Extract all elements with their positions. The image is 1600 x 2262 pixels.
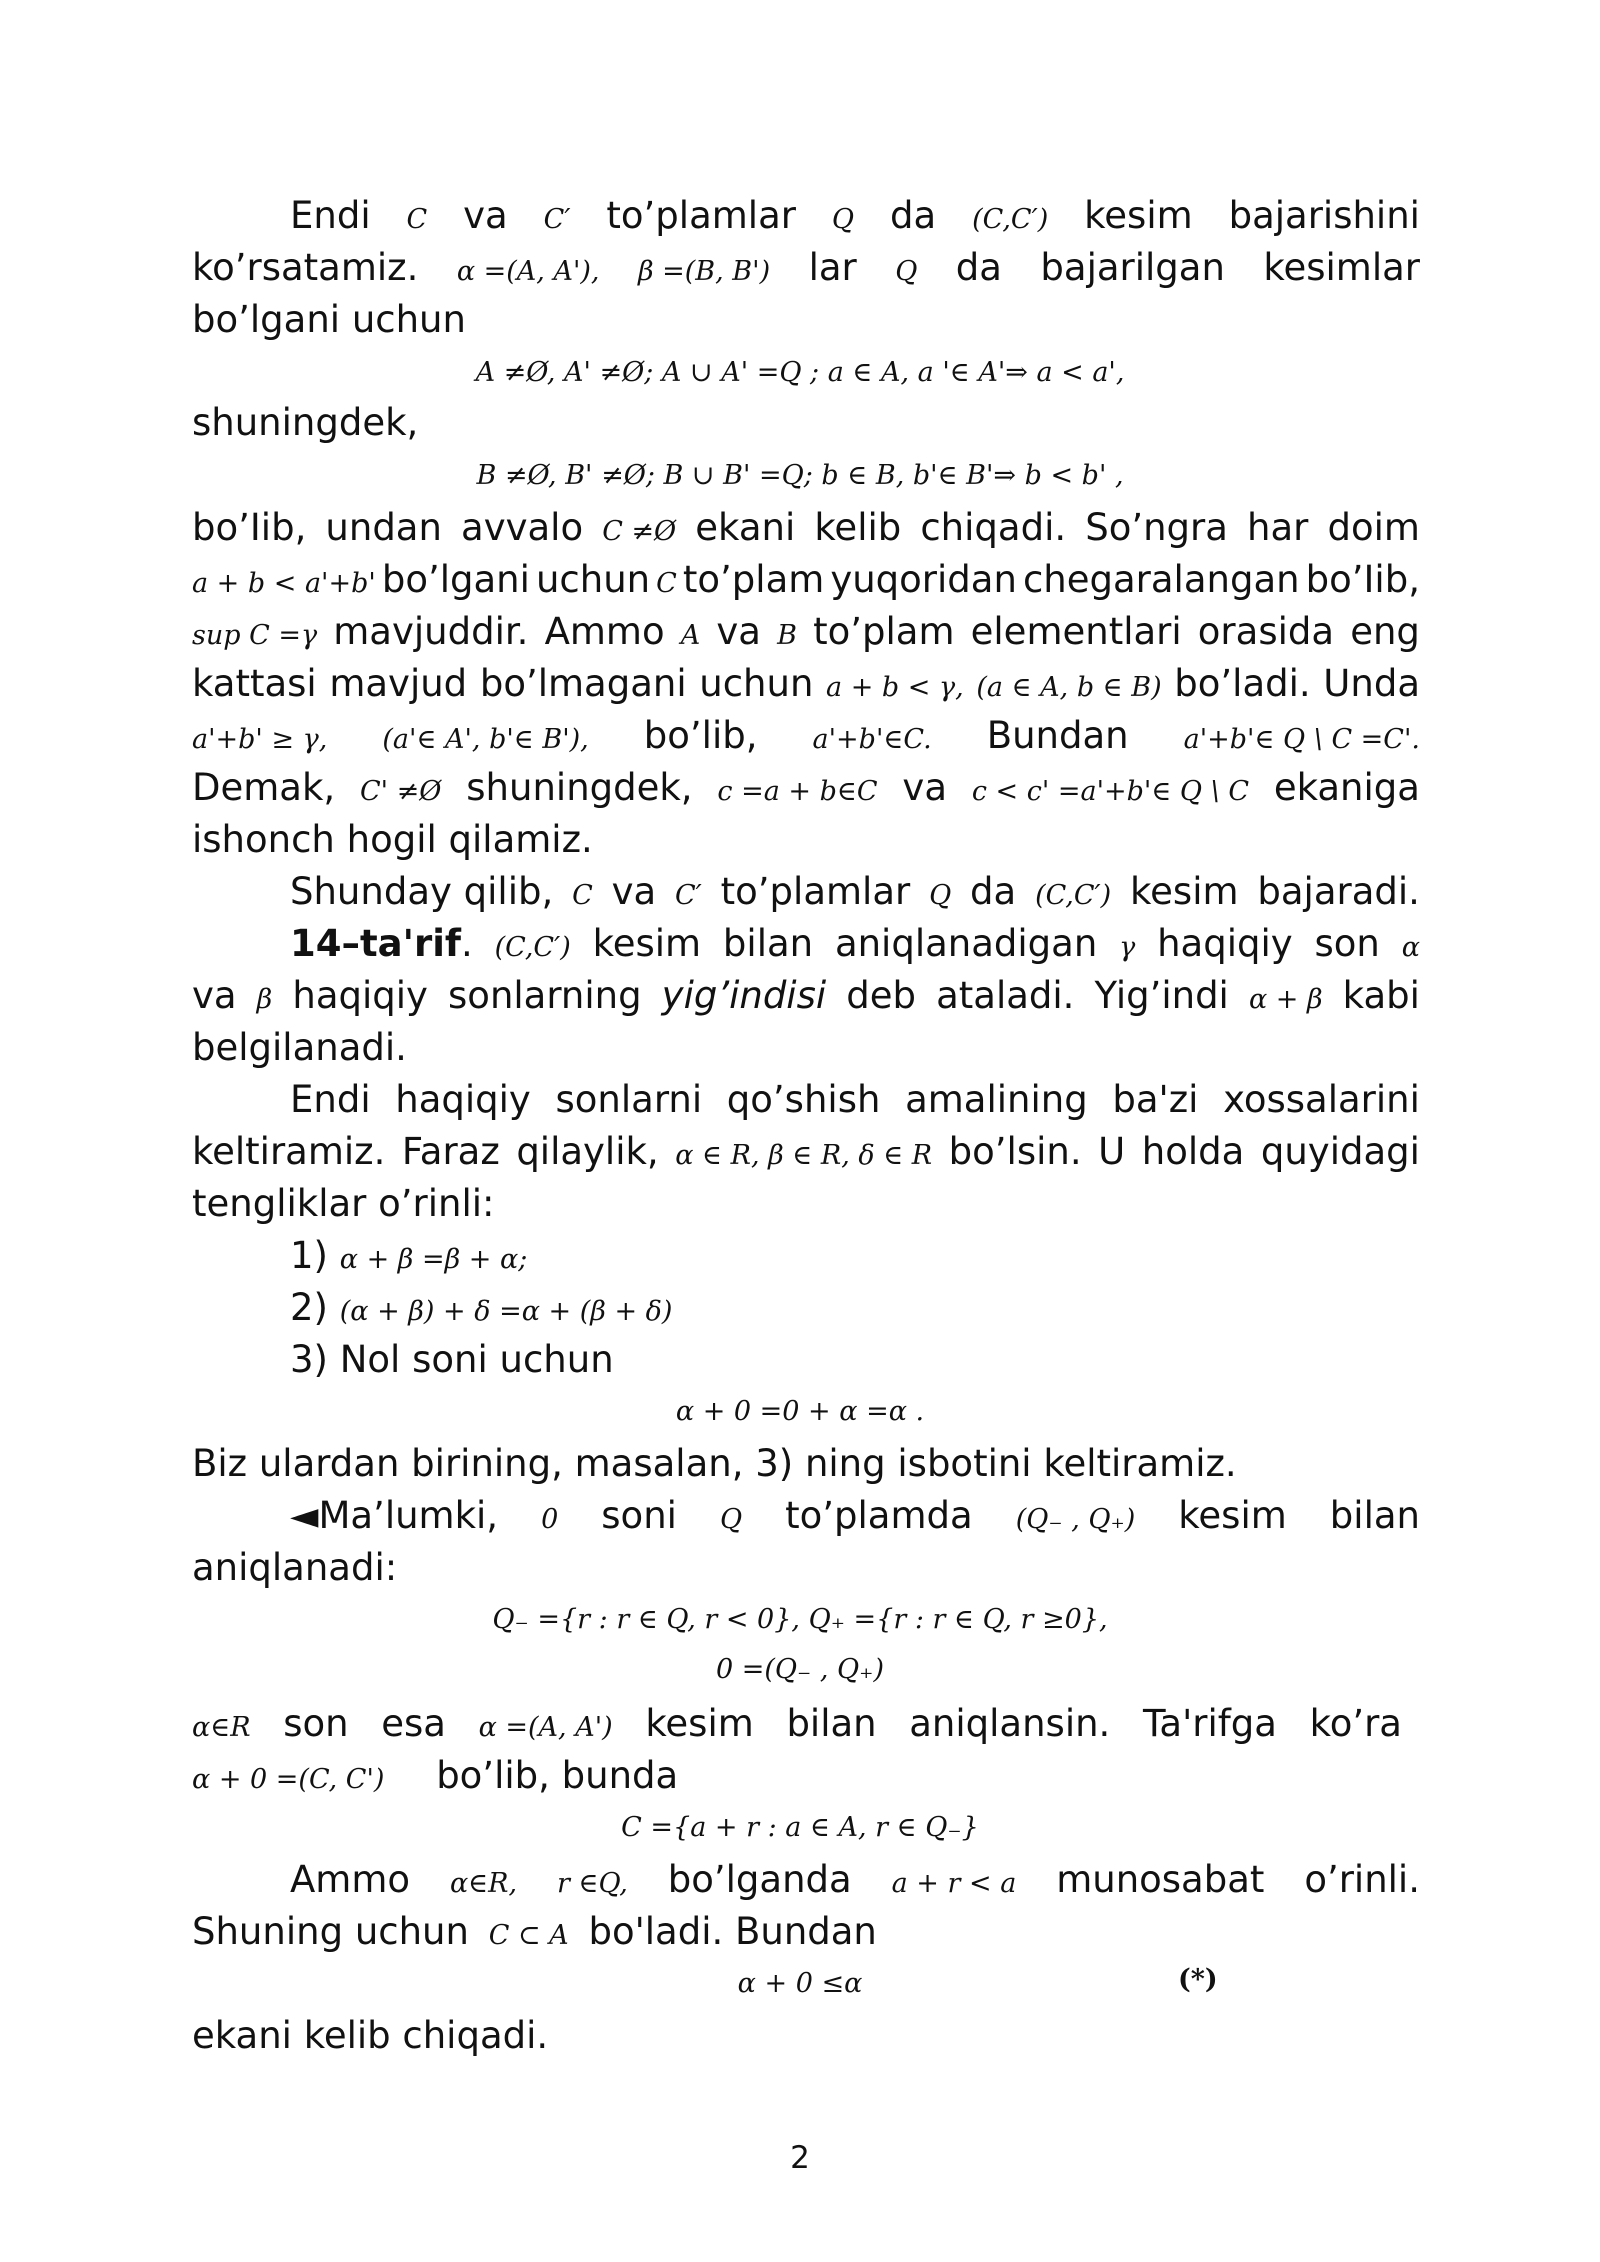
formula: C ={a + r : a ∈ A, r ∈ Q₋} [621, 1812, 979, 1843]
text-line: α∈R son esa α =(A, A') kesim bilan aniqlansin. Ta'rifga ko’ra [192, 1702, 1402, 1745]
text-line: ko’rsatamiz. α =(A, A'), β =(B, B') lar Q da bajarilgan kesimlar [192, 246, 1420, 289]
list-item: 3) Nol soni uchun [290, 1338, 614, 1381]
text-line: Shunday qilib, C va C′ to’plamlar Q da (C,C′) kesim bajaradi. [290, 870, 1420, 913]
formula: α + 0 =0 + α =α . [675, 1396, 925, 1427]
text-line: ◄Ma’lumki, 0 soni Q to’plamda (Q₋ , Q₊) kesim bilan [290, 1494, 1420, 1537]
text-line: bo’Iib, undan avvalo C ≠Ø ekani kelib chiqadi. So’ngra har doim [192, 506, 1420, 549]
formula: B ≠Ø, B' ≠Ø; B ∪ B' =Q; b ∈ B, b'∈ B'⇒ b < b' , [476, 460, 1124, 491]
text-line: kattasi mavjud bo’lmagani uchun a + b < γ, (a ∈ A, b ∈ B) bo’ladi. Unda [192, 662, 1420, 705]
text-line: ekani kelib chiqadi. [192, 2014, 549, 2057]
text-line: ishonch hogil qilamiz. [192, 818, 593, 861]
text-line: a'+b' ≥ γ, (a'∈ A', b'∈ B'), bo’lib, a'+b'∈C. Bundan a'+b'∈ Q \ C =C'. [192, 714, 1420, 757]
formula: Q₋ ={r : r ∈ Q, r < 0}, Q₊ ={r : r ∈ Q, r ≥0}, [492, 1604, 1108, 1635]
text-line: α + 0 =(C, C') bo’lib, bunda [192, 1754, 679, 1797]
text-line: tengliklar o’rinli: [192, 1182, 495, 1225]
page-number: 2 [790, 2140, 810, 2176]
definition-line: 14–ta'rif. (C,C′) kesim bilan aniqlanadigan γ haqiqiy son α [290, 922, 1420, 965]
text-line: sup C =γ mavjuddir. Ammo A va B to’plam elementlari orasida eng [192, 610, 1420, 653]
formula: α + 0 ≤α [737, 1968, 863, 1999]
formula: 0 =(Q₋ , Q₊) [716, 1654, 884, 1685]
list-item: 1) α + β =β + α; [290, 1234, 528, 1277]
text-line: va β haqiqiy sonlarning yig’indisi deb ataladi. Yig’indi α + β kabi [192, 974, 1420, 1017]
text-line: Endi haqiqiy sonlarni qo’shish amalining ba'zi xossalarini [290, 1078, 1420, 1121]
definition-label: 14–ta'rif [290, 922, 461, 965]
text-line: Demak, C' ≠Ø shuningdek, c =a + b∈C va c < c' =a'+b'∈ Q \ C ekaniga [192, 766, 1420, 809]
text-line: keltiramiz. Faraz qilaylik, α ∈ R, β ∈ R, δ ∈ R bo’lsin. U holda quyidagi [192, 1130, 1420, 1173]
text-line: bo’lgani uchun [192, 298, 466, 341]
list-item: 2) (α + β) + δ =α + (β + δ) [290, 1286, 673, 1329]
text-line: aniqlanadi: [192, 1546, 398, 1589]
text-line: a + b < a'+b' bo’lgani uchun C to’plam yuqoridan chegaralangan bo’Iib, [192, 558, 1420, 601]
formula: A ≠Ø, A' ≠Ø; A ∪ A' =Q ; a ∈ A, a '∈ A'⇒ a < a', [475, 357, 1125, 388]
text-line: shuningdek, [192, 401, 419, 444]
defined-term: yig’indisi [661, 974, 827, 1017]
text-line: Shuning uchun C ⊂ A bo'ladi. Bundan [192, 1910, 877, 1953]
text-line: belgilanadi. [192, 1026, 407, 1069]
equation-number: (*) [1178, 1964, 1218, 1995]
text-line: Ammo α∈R, r ∈Q, bo’lganda a + r < a munosabat o’rinli. [290, 1858, 1420, 1901]
text-line: Biz ulardan birining, masalan, 3) ning isbotini keltiramiz. [192, 1442, 1237, 1485]
text-line: Endi C va C′ to’plamlar Q da (C,C′) kesim bajarishini [290, 194, 1420, 237]
